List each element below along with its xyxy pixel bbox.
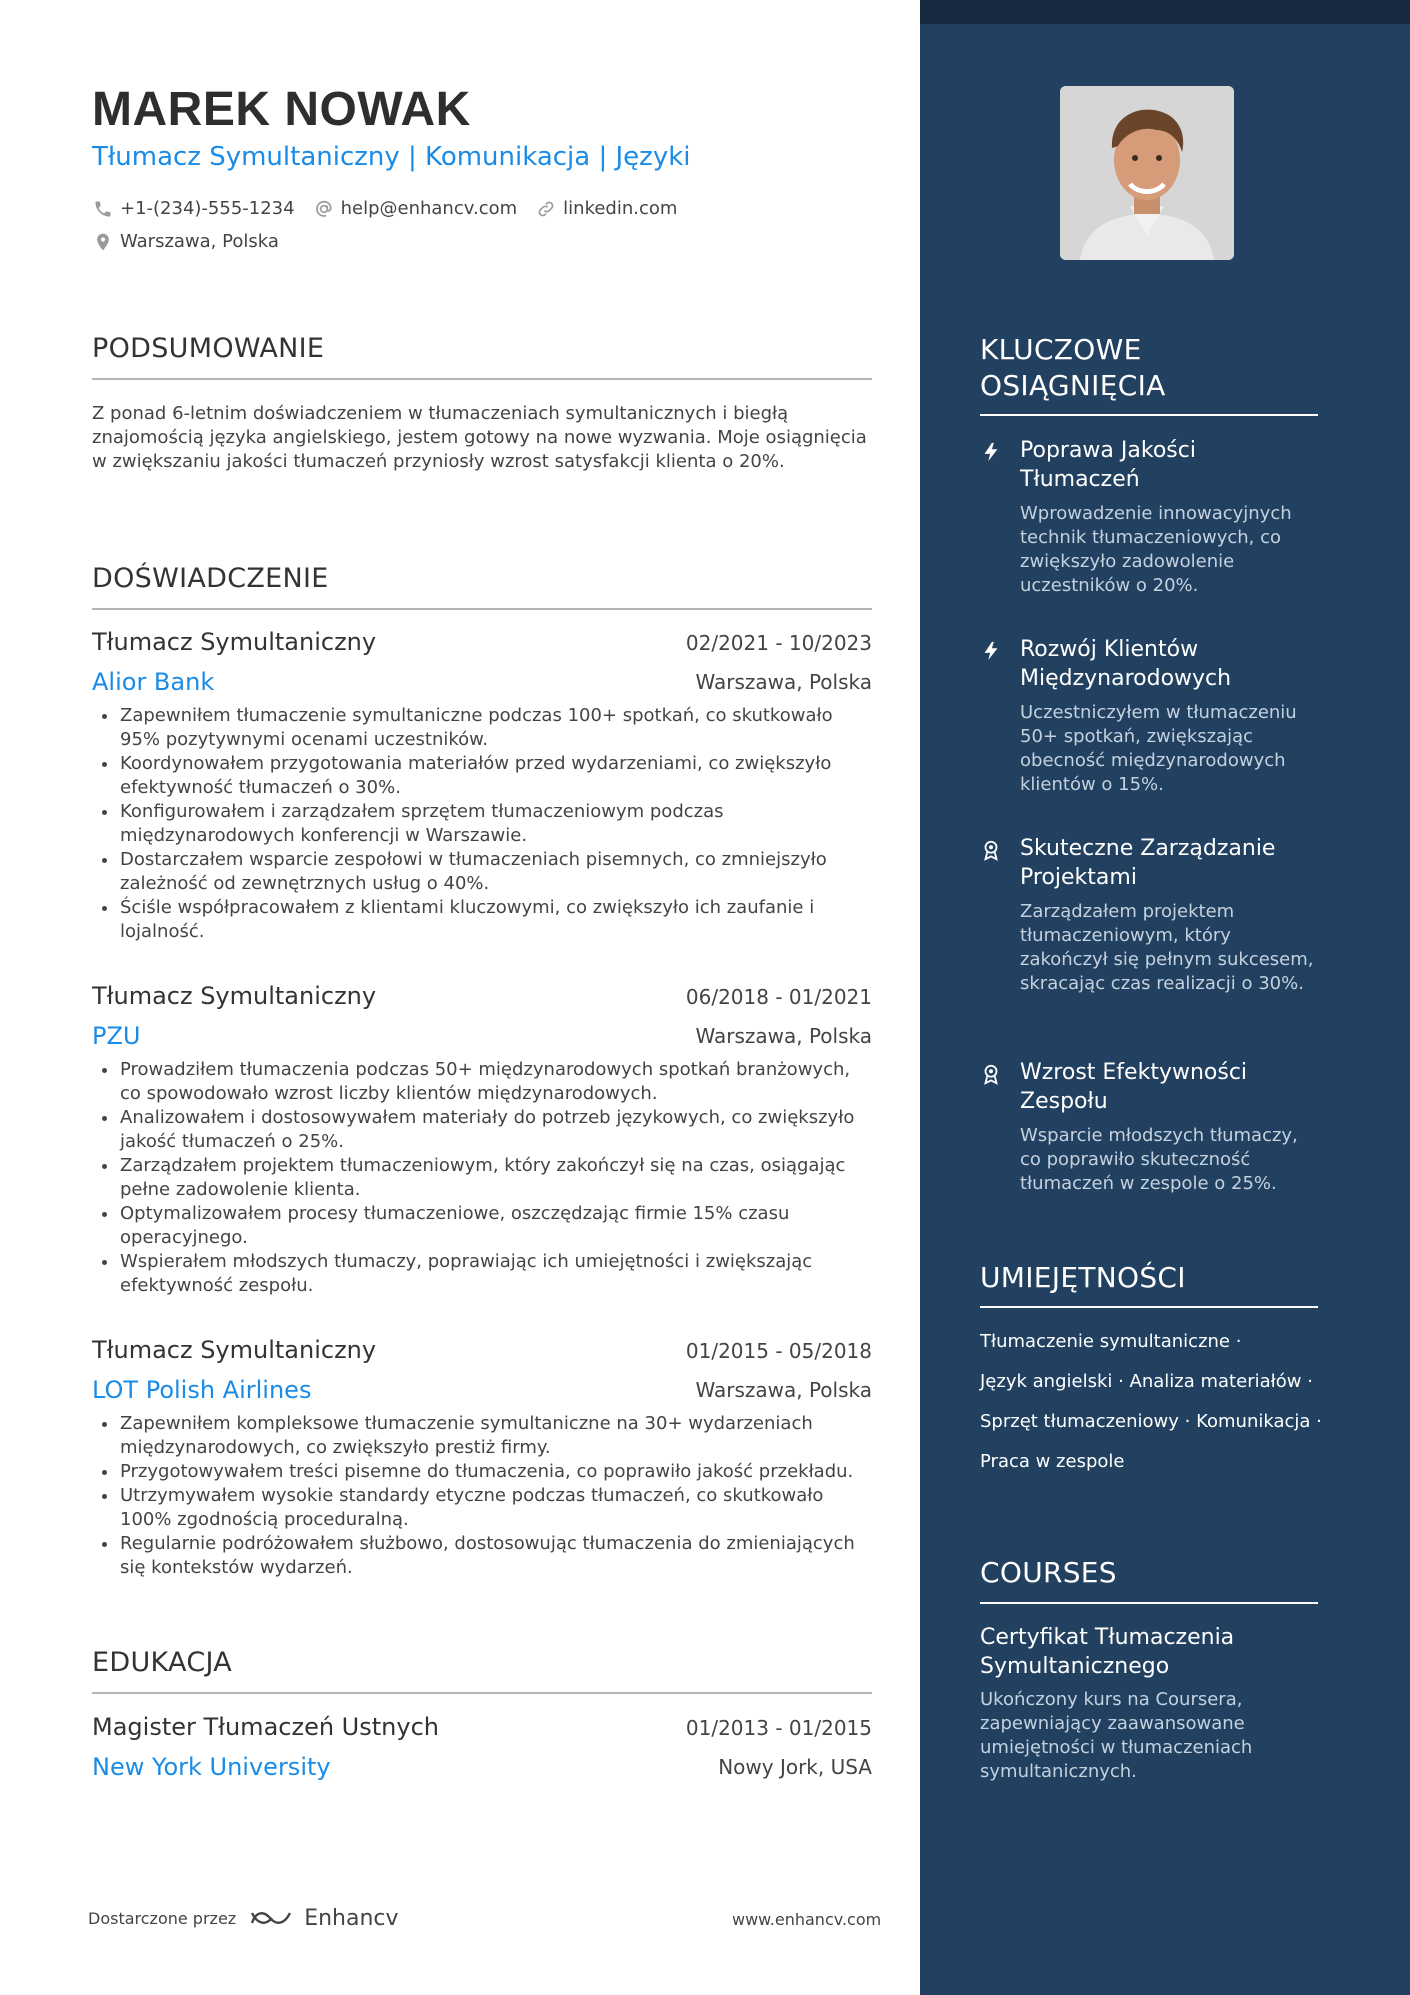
achievement-desc: Wprowadzenie innowacyjnych technik tłumaczeniowych, co zwiększyło zadowolenie uczestników o 20%. bbox=[1020, 503, 1292, 596]
job-title: Tłumacz Symultaniczny bbox=[92, 628, 377, 656]
job-location: Warszawa, Polska bbox=[695, 1024, 872, 1048]
education-dates: 01/2013 - 01/2015 bbox=[685, 1716, 872, 1740]
at-icon bbox=[313, 199, 335, 219]
link-icon bbox=[535, 199, 557, 219]
course-title: Certyfikat Tłumaczenia Symultanicznego bbox=[980, 1625, 1235, 1679]
job-company[interactable]: Alior Bank bbox=[92, 668, 215, 696]
course-desc: Ukończony kurs na Coursera, zapewniający zaawansowane umiejętności w tłumaczeniach symultanicznych. bbox=[980, 1689, 1253, 1782]
achievement-title: Wzrost Efektywności Zespołu bbox=[1020, 1060, 1248, 1114]
achievements-title-line1: KLUCZOWE bbox=[980, 333, 1142, 366]
achievement-desc: Uczestniczyłem w tłumaczeniu 50+ spotkań, zwiększając obecność międzynarodowych klientów o 15%. bbox=[1020, 702, 1297, 795]
courses-title: COURSES bbox=[980, 1556, 1117, 1589]
courses-divider bbox=[980, 1602, 1318, 1604]
brand-text: Enhancv bbox=[304, 1905, 399, 1931]
bullet-item: Optymalizowałem procesy tłumaczeniowe, oszczędzając firmie 15% czasu operacyjnego. bbox=[120, 1202, 872, 1250]
school-name[interactable]: New York University bbox=[92, 1753, 331, 1781]
headline: Tłumacz Symultaniczny | Komunikacja | Języki bbox=[92, 142, 691, 172]
portrait-image bbox=[1060, 86, 1234, 260]
email-item[interactable] bbox=[313, 198, 518, 219]
job-company[interactable]: LOT Polish Airlines bbox=[92, 1376, 312, 1404]
achievement-title: Rozwój Klientów Międzynarodowych bbox=[1020, 637, 1232, 691]
footer-powered-by[interactable] bbox=[88, 1905, 399, 1931]
award-icon bbox=[980, 838, 1002, 862]
phone-icon bbox=[92, 199, 114, 219]
job-bullets bbox=[92, 1412, 872, 1580]
achievements-divider bbox=[980, 414, 1318, 416]
experience-divider bbox=[92, 608, 872, 610]
job-bullets bbox=[92, 704, 872, 944]
bullet-item: Wspierałem młodszych tłumaczy, poprawiając ich umiejętności i zwiększając efektywność zespołu. bbox=[120, 1250, 872, 1298]
bullet-item: Konfigurowałem i zarządzałem sprzętem tłumaczeniowym podczas międzynarodowych konferencji w Warszawie. bbox=[120, 800, 872, 848]
location-item bbox=[92, 231, 279, 252]
bullet-item: Dostarczałem wsparcie zespołowi w tłumaczeniach pisemnych, co zmniejszyło zależność od zewnętrznych usług o 40%. bbox=[120, 848, 872, 896]
linkedin-text[interactable]: linkedin.com bbox=[563, 198, 678, 219]
email-text[interactable]: help@enhancv.com bbox=[340, 198, 518, 219]
job-dates: 06/2018 - 01/2021 bbox=[685, 985, 872, 1009]
achievements-title bbox=[980, 332, 1166, 404]
skills-line: Sprzęt tłumaczeniowy · Komunikacja · bbox=[980, 1411, 1322, 1432]
job-location: Warszawa, Polska bbox=[695, 1378, 872, 1402]
bullet-item: Zapewniłem tłumaczenie symultaniczne podczas 100+ spotkań, co skutkowało 95% pozytywnymi ocenami uczestników. bbox=[120, 704, 872, 752]
bullet-item: Przygotowywałem treści pisemne do tłumaczenia, co poprawiło jakość przekładu. bbox=[120, 1460, 872, 1484]
skills-line: Język angielski · Analiza materiałów · bbox=[980, 1371, 1313, 1392]
job-dates: 01/2015 - 05/2018 bbox=[685, 1339, 872, 1363]
experience-title: DOŚWIADCZENIE bbox=[92, 563, 329, 594]
skills-line: Tłumaczenie symultaniczne · bbox=[980, 1331, 1242, 1352]
bullet-item: Zapewniłem kompleksowe tłumaczenie symultaniczne na 30+ wydarzeniach międzynarodowych, co zwiększyło prestiż firmy. bbox=[120, 1412, 872, 1460]
powered-by-text: Dostarczone przez bbox=[88, 1908, 237, 1928]
enhancv-logo-icon bbox=[248, 1905, 296, 1931]
phone-item bbox=[92, 198, 295, 219]
bullet-item: Analizowałem i dostosowywałem materiały do potrzeb językowych, co zwiększyło jakość tłumaczeń o 25%. bbox=[120, 1106, 872, 1154]
school-location: Nowy Jork, USA bbox=[718, 1755, 872, 1779]
achievements-title-line2: OSIĄGNIĘCIA bbox=[980, 369, 1166, 402]
contact-row bbox=[92, 198, 695, 219]
phone-text: +1-(234)-555-1234 bbox=[120, 198, 295, 219]
achievement-desc: Zarządzałem projektem tłumaczeniowym, który zakończył się pełnym sukcesem, skracając czas realizacji o 30%. bbox=[1020, 901, 1314, 994]
profile-photo bbox=[1060, 86, 1234, 260]
skills-line: Praca w zespole bbox=[980, 1451, 1125, 1472]
achievement-title: Skuteczne Zarządzanie Projektami bbox=[1020, 836, 1276, 890]
summary-title: PODSUMOWANIE bbox=[92, 333, 325, 364]
education-title: EDUKACJA bbox=[92, 1647, 233, 1678]
bolt-icon bbox=[980, 440, 1002, 464]
job-location: Warszawa, Polska bbox=[695, 670, 872, 694]
bullet-item: Prowadziłem tłumaczenia podczas 50+ międzynarodowych spotkań branżowych, co spowodowało wzrost liczby klientów międzynarodowych. bbox=[120, 1058, 872, 1106]
bullet-item: Zarządzałem projektem tłumaczeniowym, który zakończył się na czas, osiągając pełne zadowolenie klienta. bbox=[120, 1154, 872, 1202]
job-title: Tłumacz Symultaniczny bbox=[92, 982, 377, 1010]
candidate-name: MAREK NOWAK bbox=[92, 83, 471, 136]
location-row bbox=[92, 231, 297, 252]
job-dates: 02/2021 - 10/2023 bbox=[685, 631, 872, 655]
summary-text: Z ponad 6-letnim doświadczeniem w tłumaczeniach symultanicznych i biegłą znajomością języka angielskiego, jestem gotowy na nowe wyzwania. Moje osiągnięcia w zwiększaniu jakości tłumaczeń przyniosły wzrost satysfakcji klienta o 20%. bbox=[92, 403, 867, 472]
bullet-item: Ściśle współpracowałem z klientami kluczowymi, co zwiększyło ich zaufanie i lojalność. bbox=[120, 896, 872, 944]
education-divider bbox=[92, 1692, 872, 1694]
achievement-desc: Wsparcie młodszych tłumaczy, co poprawiło skuteczność tłumaczeń w zespole o 25%. bbox=[1020, 1125, 1298, 1194]
bolt-icon bbox=[980, 639, 1002, 663]
achievement-title: Poprawa Jakości Tłumaczeń bbox=[1020, 438, 1196, 492]
bullet-item: Koordynowałem przygotowania materiałów przed wydarzeniami, co zwiększyło efektywność tłumaczeń o 30%. bbox=[120, 752, 872, 800]
location-pin-icon bbox=[92, 232, 114, 252]
degree-title: Magister Tłumaczeń Ustnych bbox=[92, 1713, 439, 1741]
award-icon bbox=[980, 1062, 1002, 1086]
job-bullets bbox=[92, 1058, 872, 1298]
summary-divider bbox=[92, 378, 872, 380]
website-text[interactable]: www.enhancv.com bbox=[732, 1910, 882, 1929]
footer-website[interactable] bbox=[732, 1910, 881, 1929]
linkedin-item[interactable] bbox=[535, 198, 677, 219]
skills-title: UMIEJĘTNOŚCI bbox=[980, 1261, 1186, 1294]
skills-divider bbox=[980, 1306, 1318, 1308]
sidebar-top-bar bbox=[920, 0, 1410, 24]
job-title: Tłumacz Symultaniczny bbox=[92, 1336, 377, 1364]
bullet-item: Regularnie podróżowałem służbowo, dostosowując tłumaczenia do zmieniających się kontekstów wydarzeń. bbox=[120, 1532, 872, 1580]
location-text: Warszawa, Polska bbox=[120, 231, 279, 252]
bullet-item: Utrzymywałem wysokie standardy etyczne podczas tłumaczeń, co skutkowało 100% zgodnością proceduralną. bbox=[120, 1484, 872, 1532]
job-company[interactable]: PZU bbox=[92, 1022, 141, 1050]
